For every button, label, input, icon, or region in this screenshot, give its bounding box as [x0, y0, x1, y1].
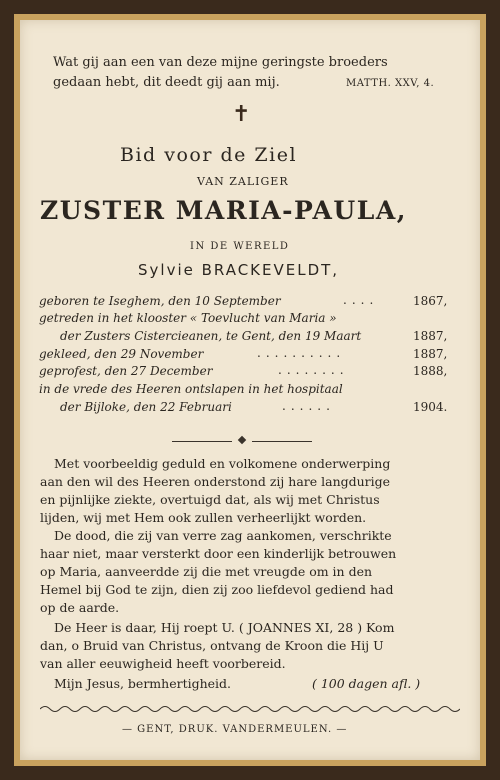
prayer-heading: Bid voor de Ziel: [120, 144, 298, 166]
quote-line-1: Wat gij aan een van deze mijne geringste broeders: [53, 55, 388, 70]
deceased-name: ZUSTER MARIA-PAULA,: [40, 196, 407, 225]
body-line: aan den wil des Heeren onderstond zij hare langdurige: [40, 474, 391, 489]
life-line-1: geboren te Iseghem, den 10 September: [39, 294, 281, 308]
life-line-6: in de vrede des Heeren ontslapen in het hospitaal: [39, 382, 343, 396]
body-line: op de aarde.: [40, 600, 120, 615]
indulgence-note: ( 100 dagen afl. ): [312, 676, 421, 691]
leader-dots: ........: [278, 363, 349, 377]
quote-line-2: gedaan hebt, dit deedt gij aan mij.: [53, 75, 280, 90]
body-line: Met voorbeeldig geduld en volkomene onderwerping: [54, 456, 391, 471]
life-line-3: der Zusters Cistercieanen, te Gent, den 19 Maart: [60, 329, 362, 343]
life-line-7: der Bijloke, den 22 Februari: [60, 400, 232, 414]
life-line-5: geprofest, den 27 December: [39, 364, 213, 378]
leader-dots: ......: [282, 399, 335, 413]
body-line: van aller eeuwigheid heeft voorbereid.: [40, 656, 286, 671]
body-line: Hemel bij God te zijn, dien zij zoo liefdevol gediend had: [40, 582, 394, 597]
life-year-3: 1887,: [413, 329, 448, 343]
body-line: dan, o Bruid van Christus, ontvang de Kroon die Hij U: [40, 638, 384, 653]
van-zaliger: VAN ZALIGER: [197, 175, 289, 188]
body-line: haar niet, maar versterkt door een kinderlijk betrouwen: [40, 546, 397, 561]
body-line: De dood, die zij van verre zag aankomen, verschrikte: [54, 528, 392, 543]
civil-name: Sylvie BRACKEVELDT,: [138, 261, 340, 279]
leader-dots: ....: [343, 293, 379, 307]
cross-icon: ✝: [232, 102, 251, 127]
printer-imprint: — GENT, DRUK. VANDERMEULEN. —: [122, 724, 348, 735]
body-line: lijden, wij met Hem ook zullen verheerlijkt worden.: [40, 510, 367, 525]
life-line-4: gekleed, den 29 November: [39, 347, 204, 361]
life-year-5: 1888,: [413, 364, 448, 378]
life-year-4: 1887,: [413, 347, 448, 361]
body-line: op Maria, aanveerdde zij die met vreugde om in den: [40, 564, 373, 579]
leader-dots: ..........: [257, 346, 346, 360]
closing-prayer: Mijn Jesus, bermhertigheid.: [54, 676, 232, 691]
memorial-card: [20, 20, 480, 760]
body-line: De Heer is daar, Hij roept U. ( JOANNES XI, 28 ) Kom: [54, 620, 395, 635]
wavy-divider: [40, 702, 460, 716]
body-line: en pijnlijke ziekte, overtuigd dat, als wij met Christus: [40, 492, 380, 507]
life-line-2: getreden in het klooster « Toevlucht van Maria »: [39, 311, 337, 325]
in-de-wereld: IN DE WERELD: [190, 241, 290, 252]
quote-citation: MATTH. XXV, 4.: [346, 78, 435, 89]
life-year-1: 1867,: [413, 294, 448, 308]
life-year-7: 1904.: [413, 400, 448, 414]
